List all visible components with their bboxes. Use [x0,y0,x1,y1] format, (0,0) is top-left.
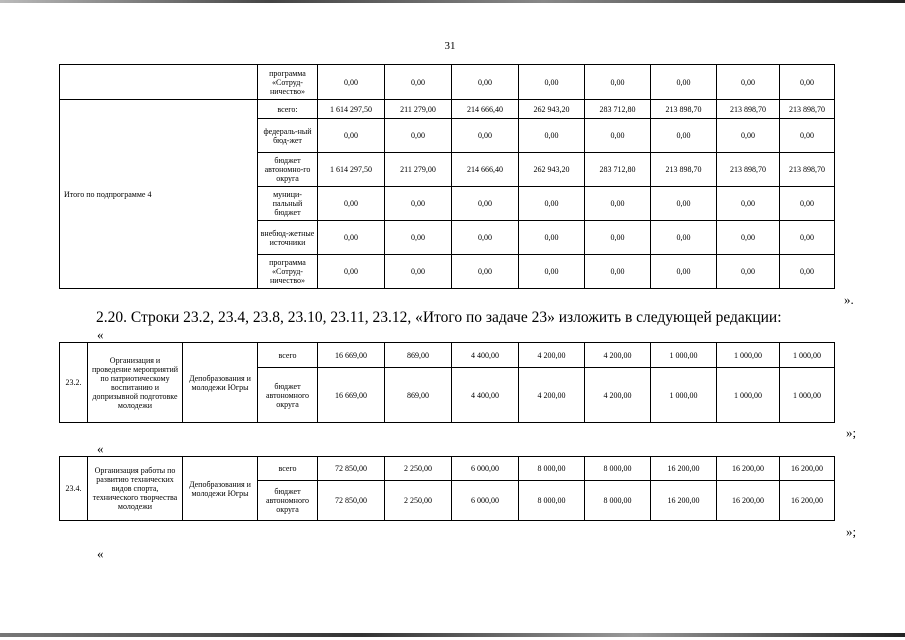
value-cell: 8 000,00 [519,481,585,521]
value-cell: 6 000,00 [452,481,519,521]
value-cell: 16 200,00 [717,481,780,521]
value-cell: 869,00 [385,368,452,423]
scan-edge-top [0,0,905,3]
value-cell: 4 200,00 [585,343,651,368]
scan-edge-bottom [0,633,905,637]
executor: Депобразования и молодежи Югры [183,457,258,521]
value-cell: 2 250,00 [385,481,452,521]
value-cell: 1 000,00 [780,368,835,423]
row-label: внебюд-жетные источники [258,221,318,255]
value-cell: 0,00 [780,187,835,221]
value-cell: 0,00 [385,221,452,255]
table-row [60,100,835,119]
value-cell: 0,00 [318,187,385,221]
row-label: муници-пальный бюджет [258,187,318,221]
row-label: бюджет автономно-го округа [258,153,318,187]
value-cell: 0,00 [651,255,717,289]
value-cell: 0,00 [651,187,717,221]
empty-cell [60,65,258,100]
value-cell: 0,00 [519,187,585,221]
value-cell: 262 943,20 [519,153,585,187]
value-cell: 213 898,70 [717,153,780,187]
value-cell: 0,00 [385,65,452,100]
value-cell: 1 000,00 [717,368,780,423]
value-cell: 0,00 [717,119,780,153]
value-cell: 1 000,00 [651,343,717,368]
value-cell: 213 898,70 [651,153,717,187]
value-cell: 8 000,00 [585,481,651,521]
value-cell: 211 279,00 [385,153,452,187]
value-cell: 0,00 [780,221,835,255]
value-cell: 8 000,00 [585,457,651,481]
amendment-heading: 2.20. Строки 23.2, 23.4, 23.8, 23.10, 23.11, 23.12, «Итого по задаче 23» изложить в следующей редакции: [96,309,782,326]
value-cell: 283 712,80 [585,153,651,187]
value-cell: 0,00 [519,119,585,153]
value-cell: 283 712,80 [585,100,651,119]
value-cell: 16 200,00 [651,481,717,521]
value-cell: 213 898,70 [780,153,835,187]
value-cell: 0,00 [780,119,835,153]
value-cell: 4 200,00 [519,343,585,368]
row-label: бюджет автономного округа [258,368,318,423]
value-cell: 0,00 [585,255,651,289]
value-cell: 16 669,00 [318,343,385,368]
value-cell: 0,00 [651,221,717,255]
row-label: федераль-ный бюд-жет [258,119,318,153]
table-row [60,343,835,368]
value-cell: 16 200,00 [651,457,717,481]
value-cell: 0,00 [585,187,651,221]
value-cell: 213 898,70 [780,100,835,119]
value-cell: 0,00 [780,255,835,289]
value-cell: 0,00 [717,187,780,221]
value-cell: 0,00 [318,255,385,289]
value-cell: 1 000,00 [717,343,780,368]
row-index: 23.4. [60,457,88,521]
value-cell: 4 200,00 [519,368,585,423]
value-cell: 4 200,00 [585,368,651,423]
value-cell: 0,00 [585,119,651,153]
value-cell: 1 614 297,50 [318,100,385,119]
opening-quote: « [97,546,104,561]
value-cell: 0,00 [519,65,585,100]
value-cell: 2 250,00 [385,457,452,481]
page-number: 31 [444,40,456,52]
value-cell: 72 850,00 [318,481,385,521]
subprogram-total-title: Итого по подпрограмме 4 [60,100,258,289]
value-cell: 0,00 [318,65,385,100]
value-cell: 0,00 [452,255,519,289]
value-cell: 0,00 [452,221,519,255]
row-index: 23.2. [60,343,88,423]
value-cell: 72 850,00 [318,457,385,481]
value-cell: 0,00 [385,187,452,221]
value-cell: 16 669,00 [318,368,385,423]
row-23-2-table [59,342,835,423]
value-cell: 16 200,00 [780,457,835,481]
value-cell: 0,00 [318,221,385,255]
value-cell: 0,00 [717,65,780,100]
subprogram-total-table [59,64,835,289]
row-23-4-table [59,456,835,521]
row-label: всего [258,343,318,368]
value-cell: 1 000,00 [651,368,717,423]
value-cell: 213 898,70 [651,100,717,119]
closing-quote: ». [844,292,854,307]
value-cell: 0,00 [519,221,585,255]
closing-quote: »; [846,425,857,440]
value-cell: 214 666,40 [452,100,519,119]
row-label: всего: [258,100,318,119]
value-cell: 0,00 [318,119,385,153]
value-cell: 1 000,00 [780,343,835,368]
value-cell: 16 200,00 [780,481,835,521]
value-cell: 0,00 [717,255,780,289]
table-row [60,65,835,100]
row-label: всего [258,457,318,481]
table-row [60,457,835,481]
value-cell: 0,00 [385,119,452,153]
value-cell: 0,00 [780,65,835,100]
value-cell: 0,00 [585,221,651,255]
activity-name: Организация работы по развитию технических видов спорта, технического творчества молодежи [88,457,183,521]
row-label: бюджет автономного округа [258,481,318,521]
value-cell: 0,00 [452,187,519,221]
value-cell: 211 279,00 [385,100,452,119]
opening-quote: « [97,441,104,456]
value-cell: 213 898,70 [717,100,780,119]
opening-quote: « [97,327,104,342]
value-cell: 262 943,20 [519,100,585,119]
activity-name: Организация и проведение мероприятий по патриотическому воспитанию и допризывной подготовке молодежи [88,343,183,423]
executor: Депобразования и молодежи Югры [183,343,258,423]
value-cell: 8 000,00 [519,457,585,481]
value-cell: 0,00 [519,255,585,289]
value-cell: 4 400,00 [452,343,519,368]
row-label: программа «Сотруд-ничество» [258,255,318,289]
value-cell: 0,00 [717,221,780,255]
value-cell: 214 666,40 [452,153,519,187]
value-cell: 869,00 [385,343,452,368]
value-cell: 6 000,00 [452,457,519,481]
closing-quote: »; [846,524,857,539]
value-cell: 16 200,00 [717,457,780,481]
value-cell: 0,00 [651,65,717,100]
value-cell: 1 614 297,50 [318,153,385,187]
value-cell: 0,00 [452,65,519,100]
value-cell: 0,00 [651,119,717,153]
row-label: программа «Сотруд-ничество» [258,65,318,100]
value-cell: 0,00 [452,119,519,153]
value-cell: 4 400,00 [452,368,519,423]
value-cell: 0,00 [585,65,651,100]
value-cell: 0,00 [385,255,452,289]
